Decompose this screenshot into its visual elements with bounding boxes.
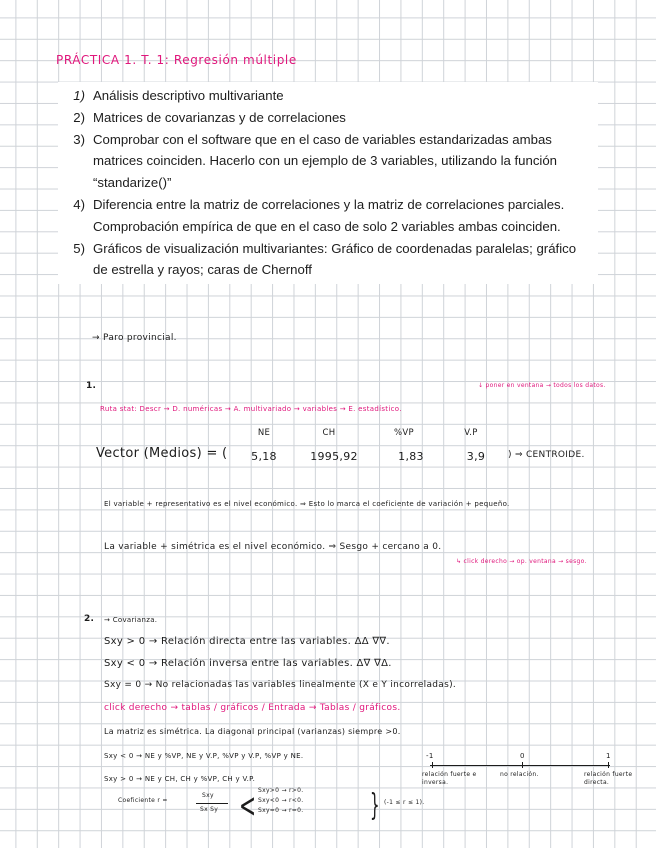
task-number: 2) [73,109,85,125]
covarianza-heading: → Covarianza. [104,616,158,624]
header-ch: CH [322,428,336,438]
task-text: Gráficos de visualización multivariantes: Gráfico de coordenadas paralelas; gráfico de estrella y rayos; caras de Chernoff [93,240,577,278]
mean-vp: 3,9 [466,450,486,463]
mean-ne: 5,18 [251,450,277,463]
para-provincial-heading: → Paro provincial. [92,333,177,343]
task-item [58,238,598,282]
section-1-side-note: ↓ poner en ventana → todos los datos. [478,382,606,389]
task-number: 4) [73,196,85,212]
task-item [58,194,598,238]
cov-zero-line: Sxy = 0 → No relacionadas las variables linealmente (X e Y incorreladas). [104,680,457,690]
mean-pct-vp: 1,83 [398,450,424,463]
task-text: Diferencia entre la matriz de correlaciones y la matriz de correlaciones parciales. Comprobación empírica de que en el caso de solo 2 variables ambas coinciden. [93,196,565,234]
click-tablas-line: click derecho → tablas / gráficos / Entrada → Tablas / gráficos. [104,703,401,713]
scale-label-one: 1 [606,752,611,760]
task-text: Comprobar con el software que en el caso de variables estandarizadas ambas matrices coinciden. Hacerlo con un ejemplo de 3 variables, utilizando la función “standarize()” [93,131,558,191]
positive-pairs-line: Sxy > 0 → NE y CH, CH y %VP, CH y V.P. [104,775,256,783]
left-brace: < [239,786,257,826]
section-2-number: 2. [84,614,95,624]
task-item [58,107,598,129]
task-number: 3) [73,131,85,147]
header-pct-vp: %VP [394,428,414,438]
coefficient-interval: (-1 ≤ r ≤ 1). [384,799,425,806]
right-brace: } [370,788,380,823]
task-text: Matrices de covarianzas y de correlaciones [93,109,346,125]
task-list [58,82,598,284]
ruta-stat-note: Ruta stat: Descr → D. numéricas → A. multivariado → variables → E. estadístico. [100,405,402,413]
task-number: 1) [73,88,85,103]
symmetric-matrix-line: La matriz es simétrica. La diagonal principal (varianzas) siempre >0. [104,727,401,736]
correlation-scale-line [430,765,610,766]
task-number: 5) [73,240,85,256]
sesgo-click-note: ↳ click derecho → op. ventana → sesgo. [456,558,587,565]
scale-label-zero: 0 [520,752,525,760]
scale-note-none: no relación. [500,771,539,778]
task-text: Análisis descriptivo multivariante [93,88,284,103]
page-title: PRÁCTICA 1. T. 1: Regresión múltiple [56,53,297,67]
scale-note-inverse: relación fuerte e inversa. [422,771,477,786]
coefficient-numerator: Sxy [202,792,214,799]
task-item [58,129,598,194]
task-item [58,85,598,107]
cov-negative-line: Sxy < 0 → Relación inversa entre las variables. Δ∇ ∇Δ. [104,658,392,669]
coefficient-label: Coeficiente r = [118,797,168,804]
scale-tick-minus-one [432,762,433,768]
coefficient-denominator: Sx Sy [200,806,219,813]
scale-note-direct: relación fuerte directa. [584,771,633,786]
coefficient-fraction-bar [196,803,228,804]
representative-variable-note: El variable + representativo es el nivel económico. ⇒ Esto lo marca el coeficiente de variación + pequeño. [104,500,510,508]
header-ne: NE [257,428,271,438]
vector-end: ) ⇒ CENTROIDE. [508,450,585,460]
case-positive: Sxy>0 → r>0. [258,787,304,794]
symmetric-variable-note: La variable + simétrica es el nivel económico. ⇒ Sesgo + cercano a 0. [104,542,442,552]
mean-ch: 1995,92 [310,450,358,463]
vector-label: Vector (Medios) = ( [96,446,228,461]
scale-label-minus-one: -1 [426,752,434,760]
cov-positive-line: Sxy > 0 → Relación directa entre las variables. ΔΔ ∇∇. [104,636,390,647]
section-1-number: 1. [86,381,97,391]
case-zero: Sxy=0 → r=0. [258,807,304,814]
case-negative: Sxy<0 → r<0. [258,797,304,804]
scale-tick-zero [522,762,523,768]
scale-tick-one [608,762,609,768]
negative-pairs-line: Sxy < 0 → NE y %VP, NE y V.P, %VP y V.P, %VP y NE. [104,752,304,760]
header-vp: V.P [464,428,478,438]
